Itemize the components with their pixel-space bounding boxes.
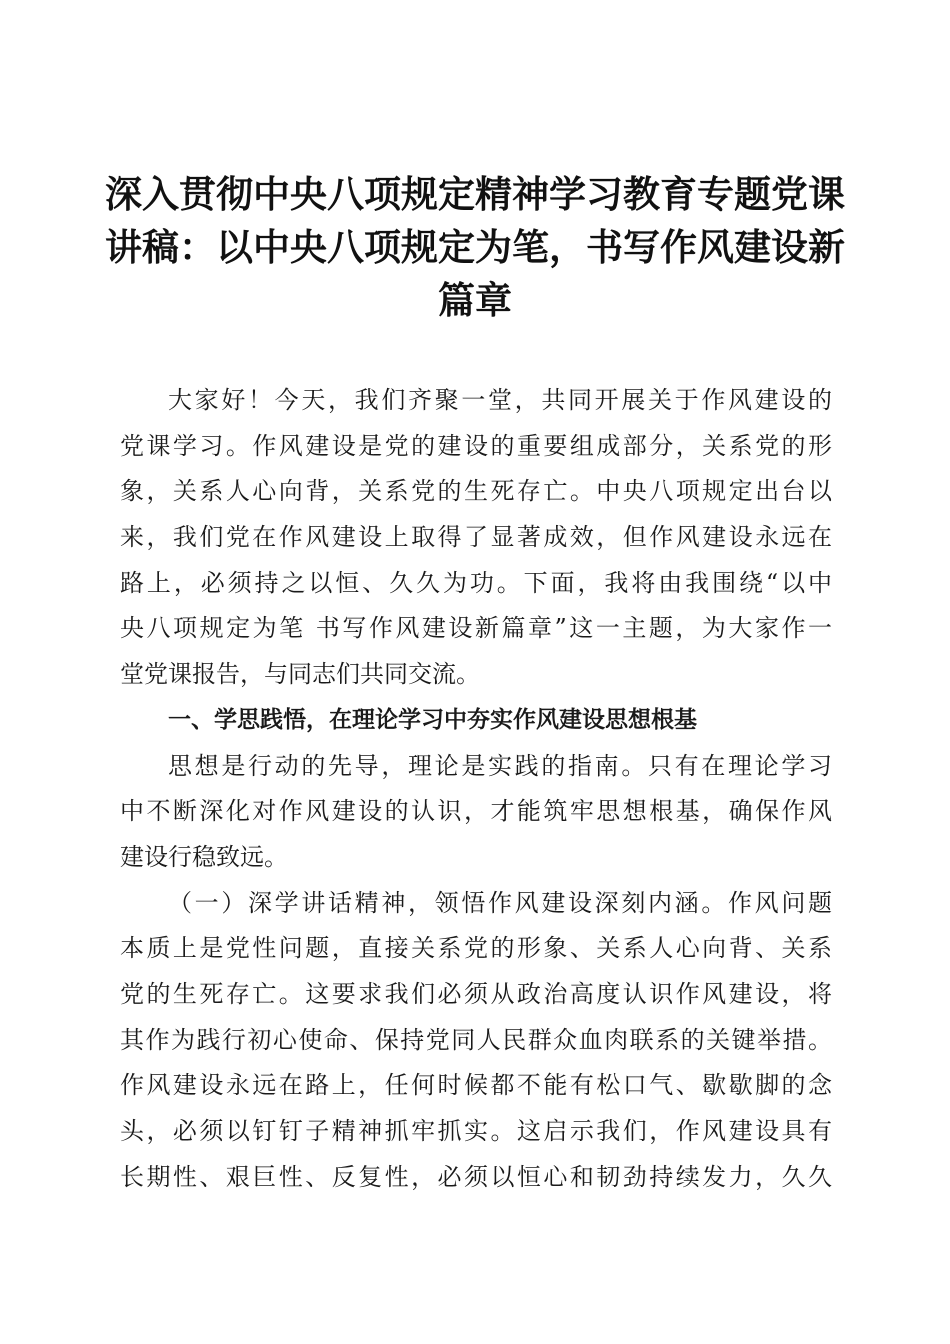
text-line: 中不断深化对作风建设的认识，才能筑牢思想根基，确保作风: [120, 797, 832, 826]
text-line: 本质上是党性问题，直接关系党的形象、关系人心向背、关系: [120, 934, 832, 963]
text-line: 其作为践行初心使命、保持党同人民群众血肉联系的关键举措。: [120, 1025, 832, 1054]
paragraph-subsection-1: [120, 881, 832, 1201]
text-line: 堂党课报告，与同志们共同交流。: [120, 660, 480, 689]
document-body: [120, 378, 832, 1200]
text-line: 党的生死存亡。这要求我们必须从政治高度认识作风建设，将: [120, 979, 832, 1008]
text-line: 路上，必须持之以恒、久久为功。下面，我将由我围绕“以中: [120, 568, 832, 597]
text-line: 头，必须以钉钉子精神抓牢抓实。这启示我们，作风建设具有: [120, 1117, 832, 1145]
text-line: 央八项规定为笔 书写作风建设新篇章”这一主题，为大家作一: [120, 614, 832, 643]
text-line: 来，我们党在作风建设上取得了显著成效，但作风建设永远在: [120, 523, 832, 552]
text-line: 大家好！今天，我们齐聚一堂，共同开展关于作风建设的: [168, 386, 832, 414]
section-heading: [120, 698, 832, 744]
text-line: （一）深学讲话精神，领悟作风建设深刻内涵。作风问题: [168, 888, 832, 917]
text-line: 建设行稳致远。: [120, 842, 288, 871]
document-title: [100, 168, 850, 327]
text-line: 象，关系人心向背，关系党的生死存亡。中央八项规定出台以: [120, 477, 832, 506]
text-line: 党课学习。作风建设是党的建设的重要组成部分，关系党的形: [120, 431, 832, 460]
text-line: 作风建设永远在路上，任何时候都不能有松口气、歇歇脚的念: [120, 1071, 832, 1100]
title-line: 篇章: [438, 278, 512, 322]
title-line: 讲稿：以中央八项规定为笔，书写作风建设新: [105, 225, 845, 269]
heading-line: 一、学思践悟，在理论学习中夯实作风建设思想根基: [168, 706, 697, 733]
title-line: 深入贯彻中央八项规定精神学习教育专题党课: [105, 172, 845, 216]
text-line: 长期性、艰巨性、反复性，必须以恒心和韧劲持续发力，久久: [120, 1162, 832, 1191]
paragraph-intro: [120, 378, 832, 698]
text-line: 思想是行动的先导，理论是实践的指南。只有在理论学习: [168, 751, 832, 780]
paragraph-section-intro: [120, 744, 832, 881]
